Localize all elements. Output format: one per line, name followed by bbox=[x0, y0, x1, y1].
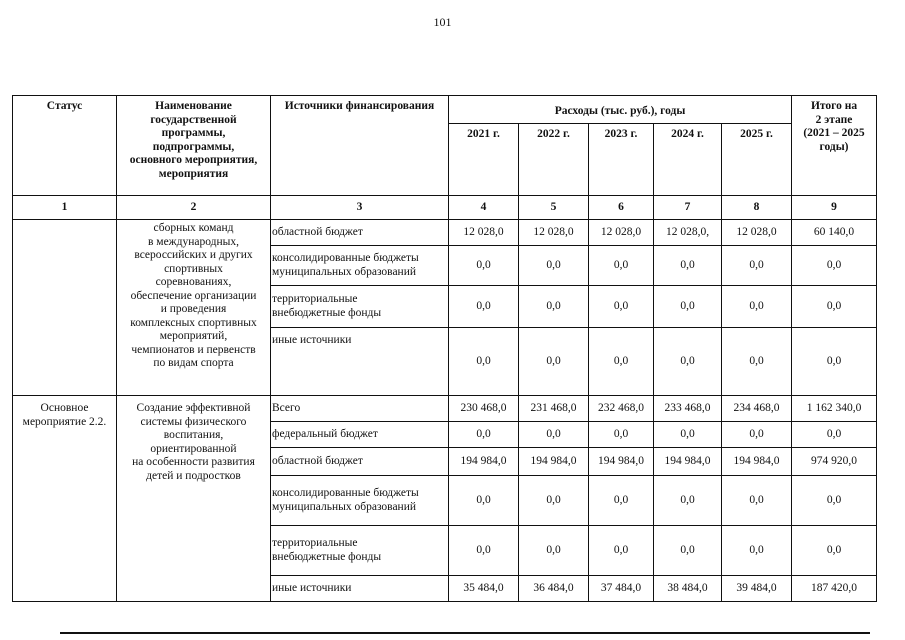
value-cell: 38 484,0 bbox=[654, 576, 722, 602]
total-cell: 0,0 bbox=[792, 286, 877, 328]
event-name-cell: сборных команд в международных, всероссийских и других спортивных соревнованиях, обеспечение организации и проведения комплексных спортивных мероприятий, чемпионатов и первенств по видам спорта bbox=[117, 220, 271, 396]
header-expenses: Расходы (тыс. руб.), годы bbox=[449, 96, 792, 124]
bottom-scan-edge bbox=[60, 632, 870, 634]
value-cell: 0,0 bbox=[722, 526, 792, 576]
source-cell: Всего bbox=[271, 396, 449, 422]
value-cell: 0,0 bbox=[722, 286, 792, 328]
status-cell: Основное мероприятие 2.2. bbox=[13, 396, 117, 602]
source-cell: иные источники bbox=[271, 328, 449, 396]
value-cell: 0,0 bbox=[589, 286, 654, 328]
value-cell: 0,0 bbox=[449, 476, 519, 526]
value-cell: 0,0 bbox=[519, 328, 589, 396]
value-cell: 0,0 bbox=[722, 476, 792, 526]
column-number-row bbox=[13, 196, 877, 220]
source-cell: областной бюджет bbox=[271, 220, 449, 246]
value-cell: 0,0 bbox=[589, 422, 654, 448]
total-cell: 187 420,0 bbox=[792, 576, 877, 602]
value-cell: 194 984,0 bbox=[589, 448, 654, 476]
source-cell: консолидированные бюджеты муниципальных образований bbox=[271, 476, 449, 526]
header-sources: Источники финансирования bbox=[271, 96, 449, 196]
source-cell: иные источники bbox=[271, 576, 449, 602]
col-number: 5 bbox=[519, 196, 589, 220]
value-cell: 0,0 bbox=[519, 526, 589, 576]
header-year-2024: 2024 г. bbox=[654, 124, 722, 196]
value-cell: 0,0 bbox=[654, 286, 722, 328]
value-cell: 231 468,0 bbox=[519, 396, 589, 422]
source-cell: областной бюджет bbox=[271, 448, 449, 476]
value-cell: 0,0 bbox=[589, 246, 654, 286]
value-cell: 0,0 bbox=[519, 246, 589, 286]
value-cell: 0,0 bbox=[519, 286, 589, 328]
value-cell: 194 984,0 bbox=[654, 448, 722, 476]
value-cell: 194 984,0 bbox=[449, 448, 519, 476]
value-cell: 0,0 bbox=[519, 476, 589, 526]
value-cell: 194 984,0 bbox=[722, 448, 792, 476]
value-cell: 0,0 bbox=[589, 476, 654, 526]
col-number: 2 bbox=[117, 196, 271, 220]
status-cell bbox=[13, 220, 117, 396]
col-number: 7 bbox=[654, 196, 722, 220]
value-cell: 36 484,0 bbox=[519, 576, 589, 602]
table-row bbox=[13, 220, 877, 246]
total-cell: 0,0 bbox=[792, 328, 877, 396]
header-total: Итого на 2 этапе (2021 – 2025 годы) bbox=[792, 96, 877, 196]
value-cell: 232 468,0 bbox=[589, 396, 654, 422]
value-cell: 0,0 bbox=[449, 526, 519, 576]
col-number: 9 bbox=[792, 196, 877, 220]
header-name: Наименование государственной программы, подпрограммы, основного мероприятия, мероприятия bbox=[117, 96, 271, 196]
value-cell: 0,0 bbox=[722, 328, 792, 396]
value-cell: 0,0 bbox=[519, 422, 589, 448]
source-cell: консолидированные бюджеты муниципальных образований bbox=[271, 246, 449, 286]
col-number: 1 bbox=[13, 196, 117, 220]
value-cell: 0,0 bbox=[722, 246, 792, 286]
source-cell: территориальные внебюджетные фонды bbox=[271, 286, 449, 328]
header-status: Статус bbox=[13, 96, 117, 196]
value-cell: 39 484,0 bbox=[722, 576, 792, 602]
value-cell: 0,0 bbox=[654, 246, 722, 286]
value-cell: 12 028,0 bbox=[449, 220, 519, 246]
value-cell: 230 468,0 bbox=[449, 396, 519, 422]
value-cell: 12 028,0 bbox=[722, 220, 792, 246]
header-year-2021: 2021 г. bbox=[449, 124, 519, 196]
value-cell: 35 484,0 bbox=[449, 576, 519, 602]
value-cell: 0,0 bbox=[449, 422, 519, 448]
source-cell: федеральный бюджет bbox=[271, 422, 449, 448]
value-cell: 233 468,0 bbox=[654, 396, 722, 422]
col-number: 8 bbox=[722, 196, 792, 220]
total-cell: 0,0 bbox=[792, 246, 877, 286]
value-cell: 12 028,0 bbox=[519, 220, 589, 246]
source-cell: территориальные внебюджетные фонды bbox=[271, 526, 449, 576]
header-year-2023: 2023 г. bbox=[589, 124, 654, 196]
value-cell: 0,0 bbox=[449, 246, 519, 286]
col-number: 6 bbox=[589, 196, 654, 220]
total-cell: 0,0 bbox=[792, 526, 877, 576]
value-cell: 0,0 bbox=[589, 328, 654, 396]
header-year-2025: 2025 г. bbox=[722, 124, 792, 196]
header-year-2022: 2022 г. bbox=[519, 124, 589, 196]
value-cell: 0,0 bbox=[654, 476, 722, 526]
value-cell: 37 484,0 bbox=[589, 576, 654, 602]
total-cell: 0,0 bbox=[792, 422, 877, 448]
value-cell: 12 028,0, bbox=[654, 220, 722, 246]
value-cell: 0,0 bbox=[722, 422, 792, 448]
table-row bbox=[13, 396, 877, 422]
total-cell: 60 140,0 bbox=[792, 220, 877, 246]
value-cell: 0,0 bbox=[654, 526, 722, 576]
value-cell: 234 468,0 bbox=[722, 396, 792, 422]
col-number: 4 bbox=[449, 196, 519, 220]
value-cell: 194 984,0 bbox=[519, 448, 589, 476]
value-cell: 0,0 bbox=[654, 328, 722, 396]
value-cell: 0,0 bbox=[449, 286, 519, 328]
value-cell: 0,0 bbox=[589, 526, 654, 576]
financing-table bbox=[12, 95, 877, 602]
value-cell: 12 028,0 bbox=[589, 220, 654, 246]
page-number: 101 bbox=[433, 15, 452, 29]
total-cell: 0,0 bbox=[792, 476, 877, 526]
total-cell: 1 162 340,0 bbox=[792, 396, 877, 422]
value-cell: 0,0 bbox=[449, 328, 519, 396]
value-cell: 0,0 bbox=[654, 422, 722, 448]
total-cell: 974 920,0 bbox=[792, 448, 877, 476]
event-name-cell: Создание эффективной системы физического воспитания, ориентированной на особенности развития детей и подростков bbox=[117, 396, 271, 602]
col-number: 3 bbox=[271, 196, 449, 220]
